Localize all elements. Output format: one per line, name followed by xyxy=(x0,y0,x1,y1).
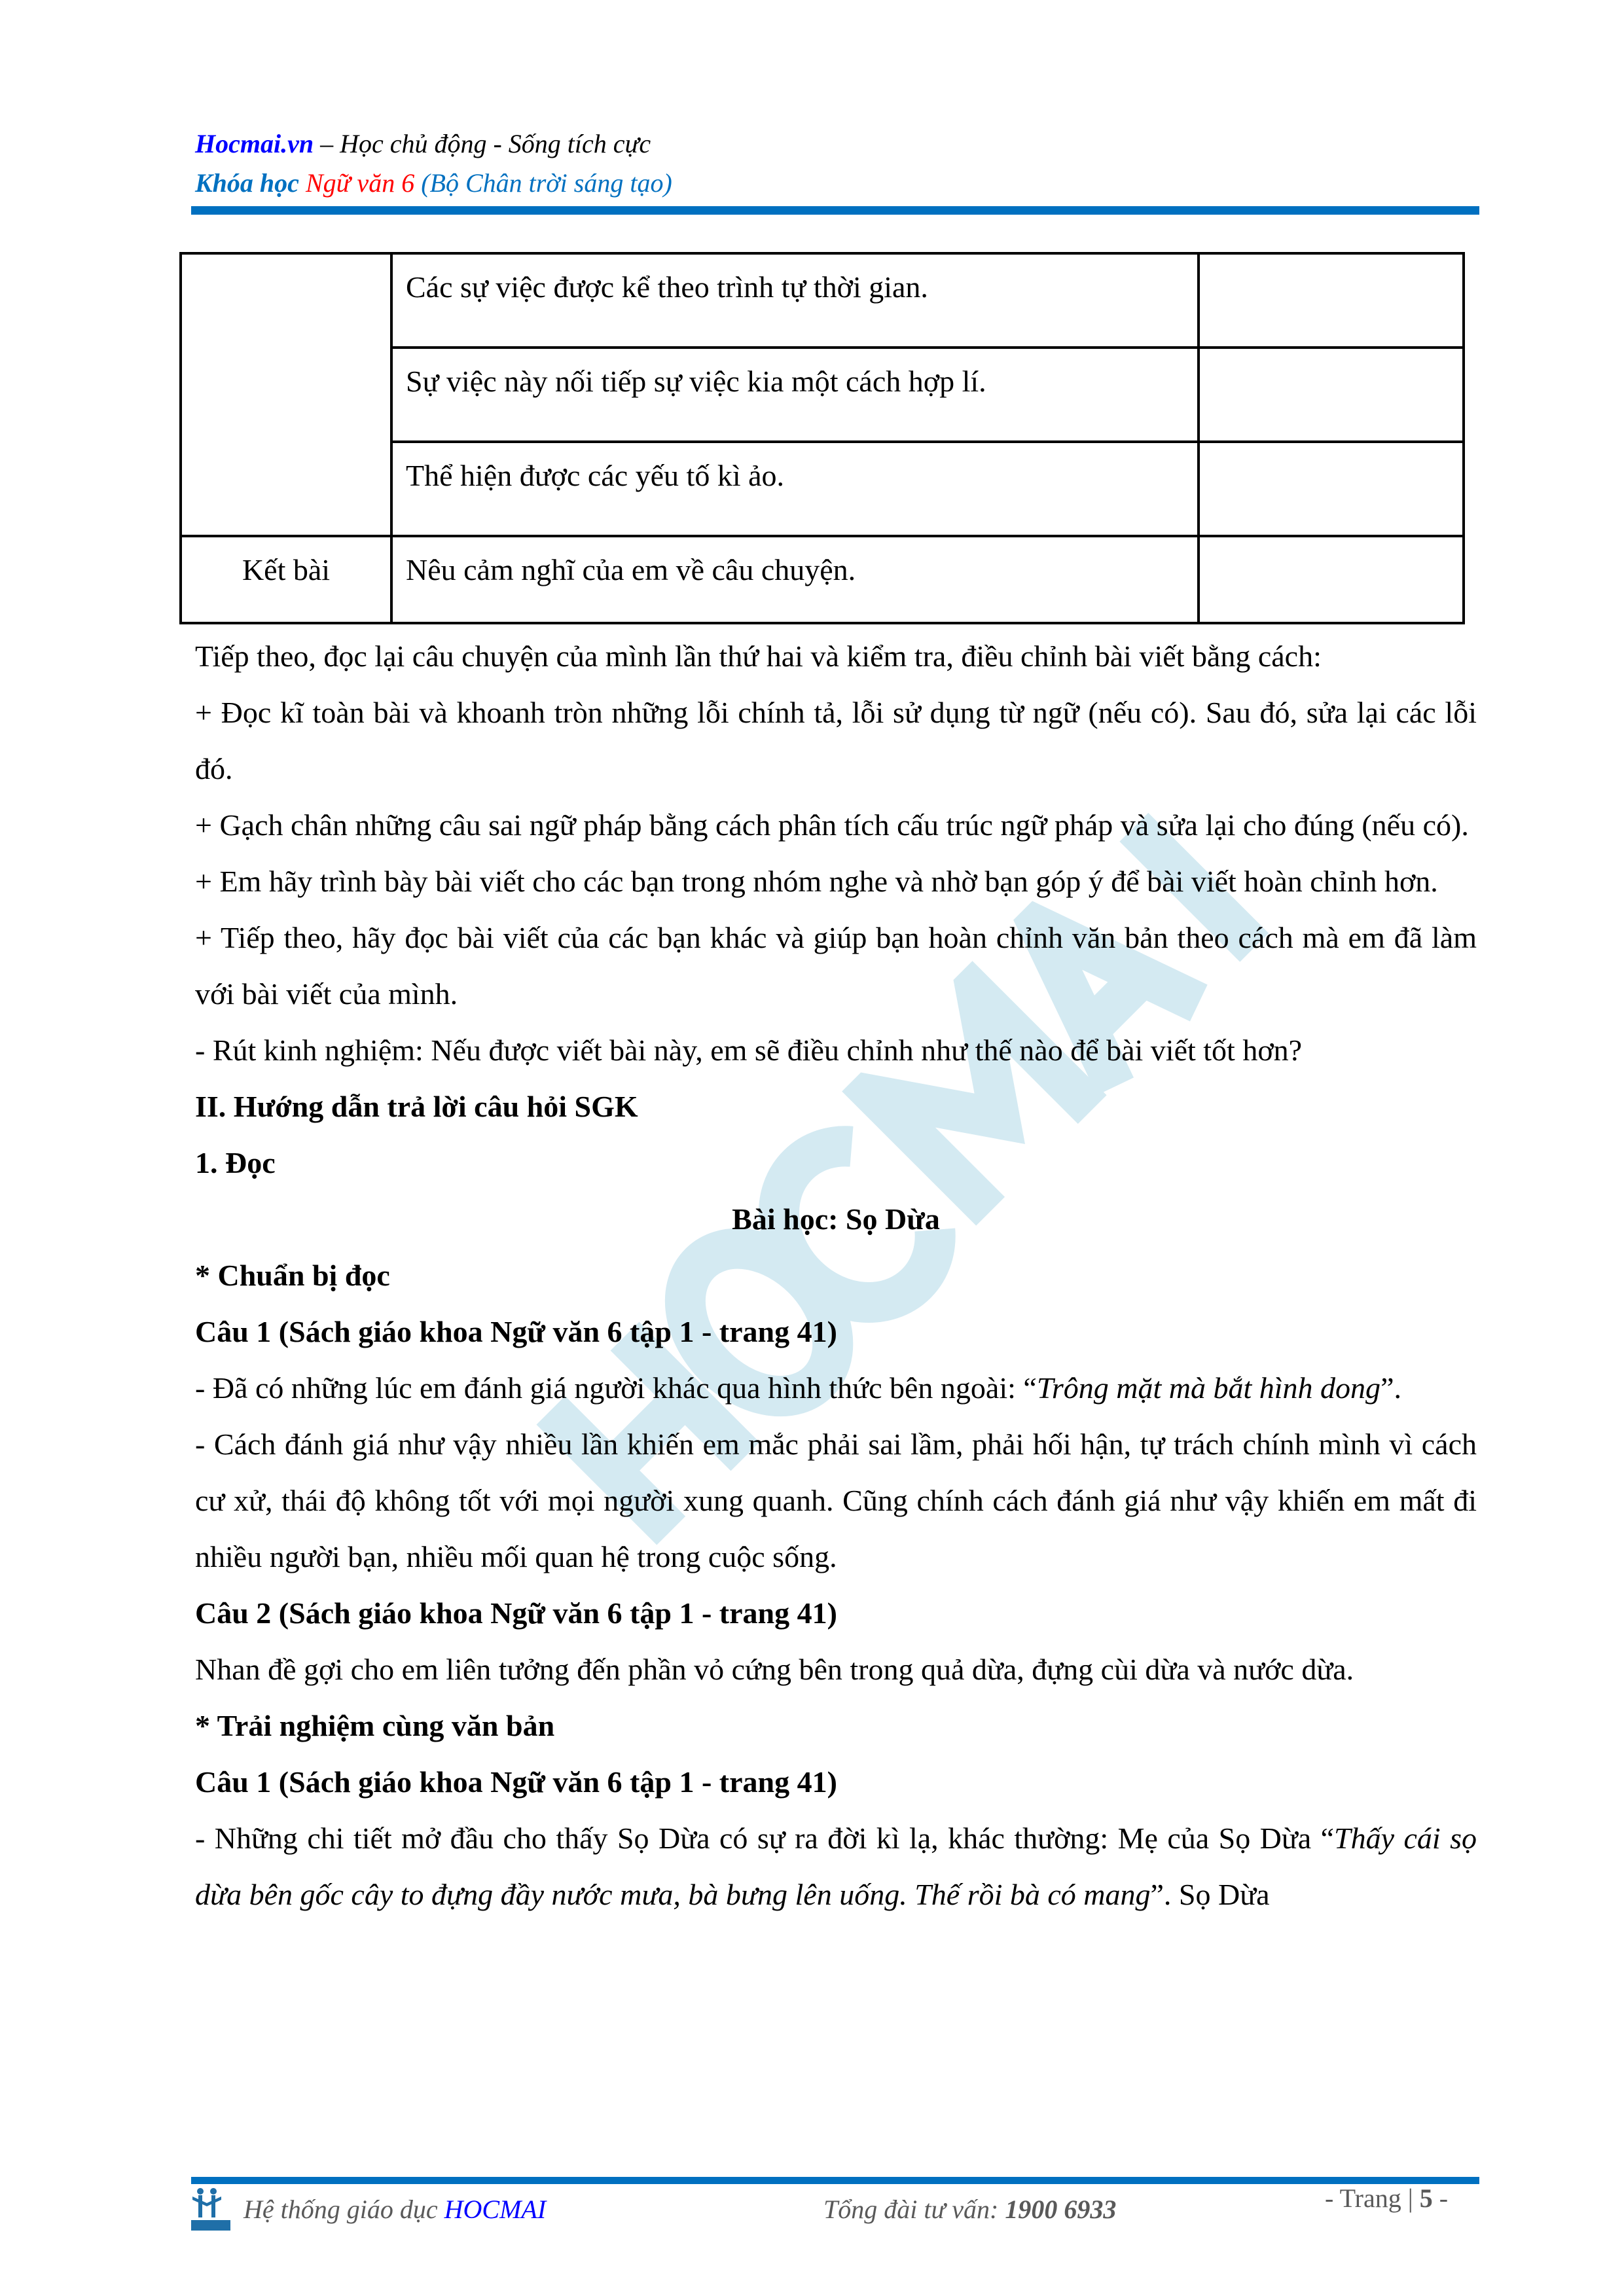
footer-system: Hệ thống giáo dục HOCMAI xyxy=(244,2195,547,2224)
paragraph: Tiếp theo, đọc lại câu chuyện của mình lần thứ hai và kiểm tra, điều chỉnh bài viết bằng cách: xyxy=(195,639,1322,673)
page-number: - Trang | 5 - xyxy=(1325,2183,1449,2213)
document-body xyxy=(195,628,1477,1923)
question-title: Câu 1 (Sách giáo khoa Ngữ văn 6 tập 1 - trang 41) xyxy=(195,1315,837,1348)
paragraph: Nhan đề gợi cho em liên tưởng đến phần vỏ cứng bên trong quả dừa, đựng cùi dừa và nước dừa. xyxy=(195,1653,1354,1686)
check-cell[interactable] xyxy=(1199,442,1464,536)
question-title: Câu 2 (Sách giáo khoa Ngữ văn 6 tập 1 - trang 41) xyxy=(195,1596,837,1630)
hocmai-logo-icon xyxy=(191,2187,230,2231)
header-line-1 xyxy=(195,128,651,159)
content-cell: Các sự việc được kể theo trình tự thời gian. xyxy=(391,253,1199,348)
paragraph: + Gạch chân những câu sai ngữ pháp bằng cách phân tích cấu trúc ngữ pháp và sửa lại cho đúng (nếu có). xyxy=(195,808,1469,842)
paragraph: + Em hãy trình bày bài viết cho các bạn trong nhóm nghe và nhờ bạn góp ý để bài viết hoàn chỉnh hơn. xyxy=(195,865,1438,898)
footer-hotline: Tổng đài tư vấn: 1900 6933 xyxy=(823,2195,1117,2224)
content-cell: Nêu cảm nghĩ của em về câu chuyện. xyxy=(391,536,1199,623)
section-heading: II. Hướng dẫn trả lời câu hỏi SGK xyxy=(195,1090,638,1123)
paragraph: - Rút kinh nghiệm: Nếu được viết bài này, em sẽ điều chỉnh như thế nào để bài viết tốt hơn? xyxy=(195,1033,1303,1067)
brand-link[interactable]: Hocmai.vn xyxy=(195,129,314,158)
paragraph: - Đã có những lúc em đánh giá người khác qua hình thức bên ngoài: “Trông mặt mà bắt hình dong”. xyxy=(195,1371,1401,1405)
section-cell xyxy=(181,253,391,536)
paragraph: + Tiếp theo, hãy đọc bài viết của các bạn khác và giúp bạn hoàn chỉnh văn bản theo cách mà em đã làm với bài viết của mình. xyxy=(195,921,1477,1011)
content-cell: Thể hiện được các yếu tố kì ảo. xyxy=(391,442,1199,536)
course-prefix: Khóa học xyxy=(195,168,306,198)
slogan: – Học chủ động - Sống tích cực xyxy=(314,129,651,158)
footer-divider xyxy=(191,2177,1479,2184)
header-divider xyxy=(191,206,1479,215)
check-cell[interactable] xyxy=(1199,253,1464,348)
course-name: Ngữ văn 6 xyxy=(305,168,415,198)
table-row xyxy=(181,253,1464,348)
lesson-title: Bài học: Sọ Dừa xyxy=(732,1202,940,1236)
subsection-heading: 1. Đọc xyxy=(195,1146,276,1179)
subheading: * Chuẩn bị đọc xyxy=(195,1259,390,1292)
content-cell: Sự việc này nối tiếp sự việc kia một cách hợp lí. xyxy=(391,348,1199,442)
paragraph: - Những chi tiết mở đầu cho thấy Sọ Dừa có sự ra đời kì lạ, khác thường: Mẹ của Sọ Dừa “Thấy cái sọ dừa bên gốc cây to đựng đầy nước mưa, bà bưng lên uống. Thế rồi bà có mang”. Sọ Dừa xyxy=(195,1821,1477,1911)
rubric-table xyxy=(179,252,1465,624)
paragraph: + Đọc kĩ toàn bài và khoanh tròn những lỗi chính tả, lỗi sử dụng từ ngữ (nếu có). Sau đó, sửa lại các lỗi đó. xyxy=(195,696,1477,785)
header-line-2 xyxy=(195,168,672,198)
section-cell: Kết bài xyxy=(181,536,391,623)
check-cell[interactable] xyxy=(1199,536,1464,623)
course-series: (Bộ Chân trời sáng tạo) xyxy=(414,168,672,198)
check-cell[interactable] xyxy=(1199,348,1464,442)
question-title: Câu 1 (Sách giáo khoa Ngữ văn 6 tập 1 - trang 41) xyxy=(195,1765,837,1799)
footer-brand-link[interactable]: HOCMAI xyxy=(444,2195,547,2224)
table-row xyxy=(181,536,1464,623)
subheading: * Trải nghiệm cùng văn bản xyxy=(195,1709,555,1742)
paragraph: - Cách đánh giá như vậy nhiều lần khiến em mắc phải sai lầm, phải hối hận, tự trách chính mình vì cách cư xử, thái độ không tốt với mọi người xung quanh. Cũng chính cách đánh giá như vậy khiến em mất đi nhiều người bạn, nhiều mối quan hệ trong cuộc sống. xyxy=(195,1427,1477,1573)
